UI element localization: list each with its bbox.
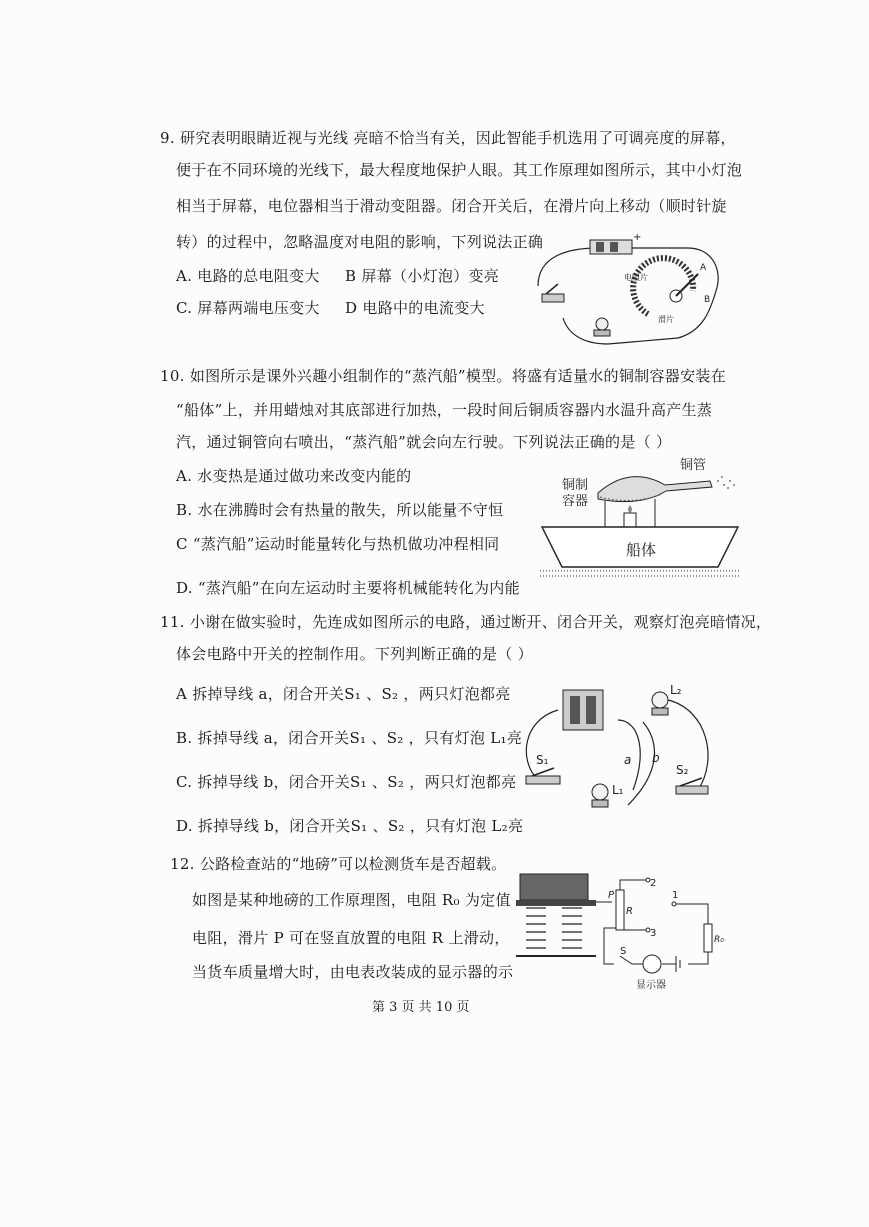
svg-text:S₁: S₁ — [536, 753, 549, 767]
svg-text:L₁: L₁ — [612, 783, 624, 797]
q11-option-b: B. 拆掉导线 a，闭合开关S₁ 、S₂ ，只有灯泡 L₁亮 — [176, 729, 523, 747]
q12-weighbridge-figure — [516, 868, 731, 993]
q11-line-2: 体会电路中开关的控制作用。下列判断正确的是（ ） — [176, 645, 533, 663]
q11-option-a: A 拆掉导线 a，闭合开关S₁ 、S₂ ，两只灯泡都亮 — [176, 685, 511, 703]
q11-circuit-figure — [518, 680, 718, 830]
svg-text:P: P — [608, 890, 615, 901]
svg-text:铜管: 铜管 — [680, 458, 707, 473]
q10-line-2: “船体”上，并用蜡烛对其底部进行加热，一段时间后铜质容器内水温升高产生蒸 — [176, 401, 713, 419]
q10-line-3: 汽，通过铜管向右喷出，“蒸汽船”就会向左行驶。下列说法正确的是（ ） — [176, 433, 672, 451]
q9-line-4: 转）的过程中，忽略温度对电阻的影响，下列说法正确 — [176, 233, 544, 251]
q12-line-2: 如图是某种地磅的工作原理图，电阻 R₀ 为定值 — [192, 891, 511, 909]
svg-text:R: R — [626, 906, 633, 917]
q9-circuit-figure — [528, 226, 723, 356]
svg-text:b: b — [652, 751, 660, 765]
q10-option-c: C “蒸汽船”运动时能量转化与热机做功冲程相同 — [176, 535, 500, 553]
svg-text:B: B — [704, 295, 711, 305]
svg-text:1: 1 — [672, 890, 679, 901]
q11-option-c: C. 拆掉导线 b，闭合开关S₁ 、S₂ ，两只灯泡都亮 — [176, 773, 517, 791]
svg-text:R₀: R₀ — [714, 935, 724, 945]
q10-option-d: D. “蒸汽船”在向左运动时主要将机械能转化为内能 — [176, 579, 520, 597]
q10-line-1: 10. 如图所示是课外兴趣小组制作的“蒸汽船”模型。将盛有适量水的铜制容器安装在 — [160, 367, 726, 385]
q10-option-a: A. 水变热是通过做功来改变内能的 — [176, 467, 412, 485]
svg-text:a: a — [624, 753, 632, 767]
svg-text:S: S — [620, 946, 627, 957]
q10-option-b: B. 水在沸腾时会有热量的散失，所以能量不守恒 — [176, 501, 504, 519]
q9-line-2: 便于在不同环境的光线下，最大程度地保护人眼。其工作原理如图所示，其中小灯泡 — [176, 161, 743, 179]
svg-text:A: A — [700, 263, 707, 273]
q11-line-1: 11. 小谢在做实验时，先连成如图所示的电路，通过断开、闭合开关，观察灯泡亮暗情况， — [160, 613, 772, 631]
svg-text:3: 3 — [650, 928, 657, 939]
q12-line-4: 当货车质量增大时，由电表改装成的显示器的示 — [192, 963, 514, 981]
q11-option-d: D. 拆掉导线 b，闭合开关S₁ 、S₂ ，只有灯泡 L₂亮 — [176, 817, 524, 835]
q9-option-d: D 电路中的电流变大 — [345, 299, 485, 317]
q9-line-1: 9. 研究表明眼睛近视与光线 亮暗不恰当有关，因此智能手机选用了可调亮度的屏幕， — [160, 129, 736, 147]
svg-text:铜制: 铜制 — [562, 478, 589, 493]
svg-text:L₂: L₂ — [670, 683, 682, 697]
q12-line-3: 电阻，滑片 P 可在竖直放置的电阻 R 上滑动， — [192, 929, 510, 947]
q9-option-a: A. 电路的总电阻变大 — [176, 267, 320, 285]
svg-text:船体: 船体 — [626, 541, 657, 559]
svg-text:+: + — [633, 232, 642, 243]
q9-line-3: 相当于屏幕，电位器相当于滑动变阻器。闭合开关后，在滑片向上移动（顺时针旋 — [176, 197, 727, 215]
svg-text:滑片: 滑片 — [658, 315, 674, 324]
q9-option-b: B 屏幕（小灯泡）变亮 — [345, 267, 500, 285]
svg-text:容器: 容器 — [562, 494, 589, 509]
svg-text:电阻片: 电阻片 — [624, 273, 648, 282]
q10-steamboat-figure — [540, 455, 740, 580]
page-footer: 第 3 页 共 10 页 — [372, 1000, 470, 1015]
q9-option-c: C. 屏幕两端电压变大 — [176, 299, 320, 317]
q12-line-1: 12. 公路检查站的“地磅”可以检测货车是否超载。 — [170, 855, 507, 873]
svg-text:S₂: S₂ — [676, 763, 689, 777]
svg-text:显示器: 显示器 — [636, 980, 666, 991]
svg-text:2: 2 — [650, 878, 657, 889]
